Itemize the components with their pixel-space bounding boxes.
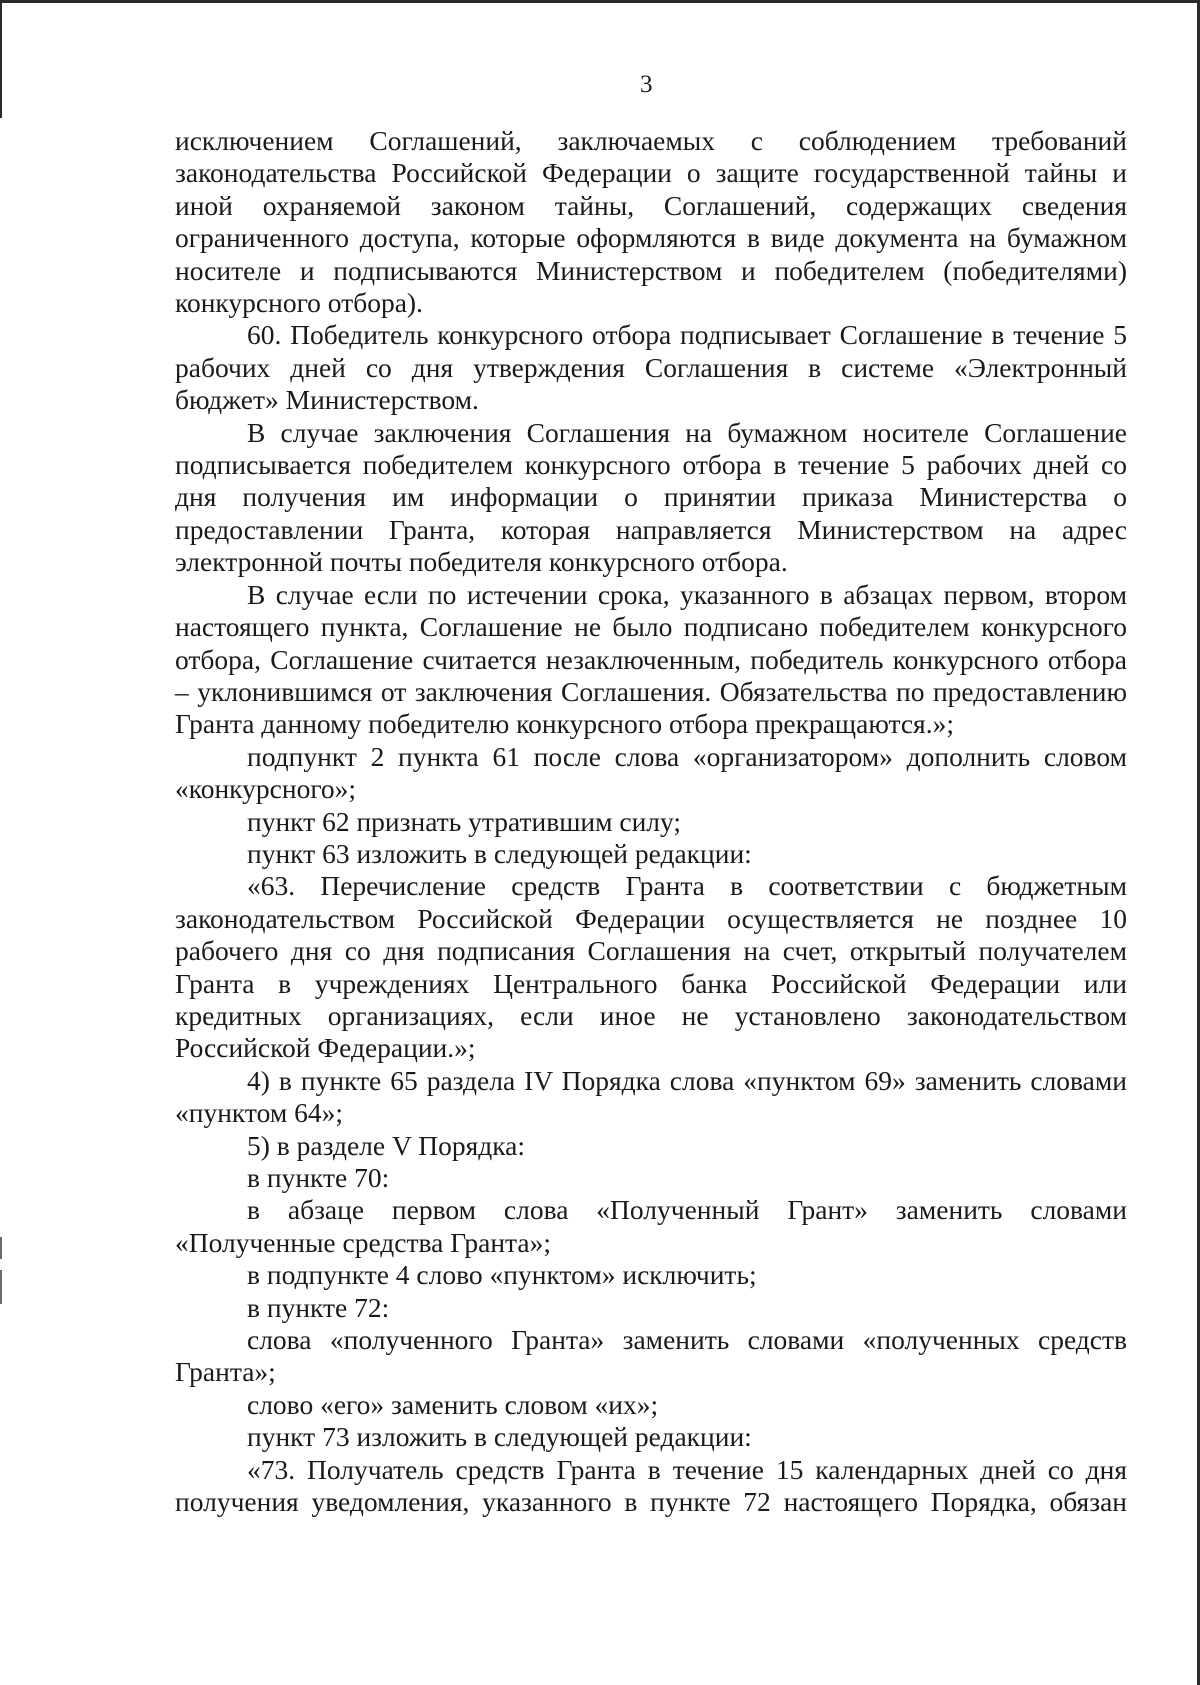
- paragraph: 4) в пункте 65 раздела IV Порядка слова «пунктом 69» заменить словами «пунктом 64»;: [175, 1064, 1127, 1129]
- paragraph: в пункте 70:: [247, 1162, 390, 1193]
- paragraph: в пункте 72:: [247, 1291, 390, 1323]
- paragraph: слова «полученного Гранта» заменить словами «полученных средств Гранта»;: [175, 1324, 1127, 1388]
- paragraph: слово «его» заменить словом «их»;: [247, 1388, 659, 1420]
- paragraph: «63. Перечисление средств Гранта в соответствии с бюджетным законодательством Российской Федерации осуществляется не позднее 10 рабочего дня со дня подписания Соглашения на счет, открытый получателем Гранта в учреждениях Центрального банка Российской Федерации или кредитных организациях, если иное не установлено законодательством Российской Федерации.»;: [175, 870, 1127, 1064]
- page-number: 3: [640, 71, 653, 98]
- paragraph: 5) в разделе V Порядка:: [247, 1129, 525, 1161]
- paragraph: В случае если по истечении срока, указанного в абзацах первом, втором настоящего пункта, Соглашение не было подписано победителем конкурсного отбора, Соглашение считается незаключенным, победитель конкурсного отбора – уклонившимся от заключения Соглашения. Обязательства по предоставлению Гранта данному победителю конкурсного отбора прекращаются.»;: [175, 578, 1127, 740]
- document-body: [175, 125, 1127, 1518]
- paragraph: пункт 73 изложить в следующей редакции:: [247, 1421, 752, 1453]
- page-top-edge: [0, 0, 1200, 3]
- paragraph: пункт 63 изложить в следующей редакции:: [247, 837, 752, 869]
- page-left-edge: [0, 0, 2, 118]
- paragraph: 60. Победитель конкурсного отбора подписывает Соглашение в течение 5 рабочих дней со дня утверждения Соглашения в системе «Электронный бюджет» Министерством.: [175, 319, 1127, 416]
- scan-mark: [0, 1270, 2, 1304]
- paragraph: подпункт 2 пункта 61 после слова «организатором» дополнить словом «конкурсного»;: [175, 740, 1127, 805]
- paragraph: в подпункте 4 слово «пунктом» исключить;: [247, 1259, 757, 1291]
- paragraph: «73. Получатель средств Гранта в течение 15 календарных дней со дня получения уведомления, указанного в пункте 72 настоящего Порядка, обязан: [175, 1453, 1127, 1518]
- scan-mark: [0, 1237, 2, 1259]
- paragraph: исключением Соглашений, заключаемых с соблюдением требований законодательства Российской Федерации о защите государственной тайны и иной охраняемой законом тайны, Соглашений, содержащих сведения ограниченного доступа, которые оформляются в виде документа на бумажном носителе и подписываются Министерством и победителем (победителями) конкурсного отбора).: [175, 125, 1127, 319]
- paragraph: В случае заключения Соглашения на бумажном носителе Соглашение подписывается победителем конкурсного отбора в течение 5 рабочих дней со дня получения им информации о принятии приказа Министерства о предоставлении Гранта, которая направляется Министерством на адрес электронной почты победителя конкурсного отбора.: [175, 416, 1127, 578]
- paragraph: пункт 62 признать утратившим силу;: [247, 805, 682, 837]
- paragraph: в абзаце первом слова «Полученный Грант» заменить словами «Полученные средства Гранта»;: [175, 1194, 1127, 1258]
